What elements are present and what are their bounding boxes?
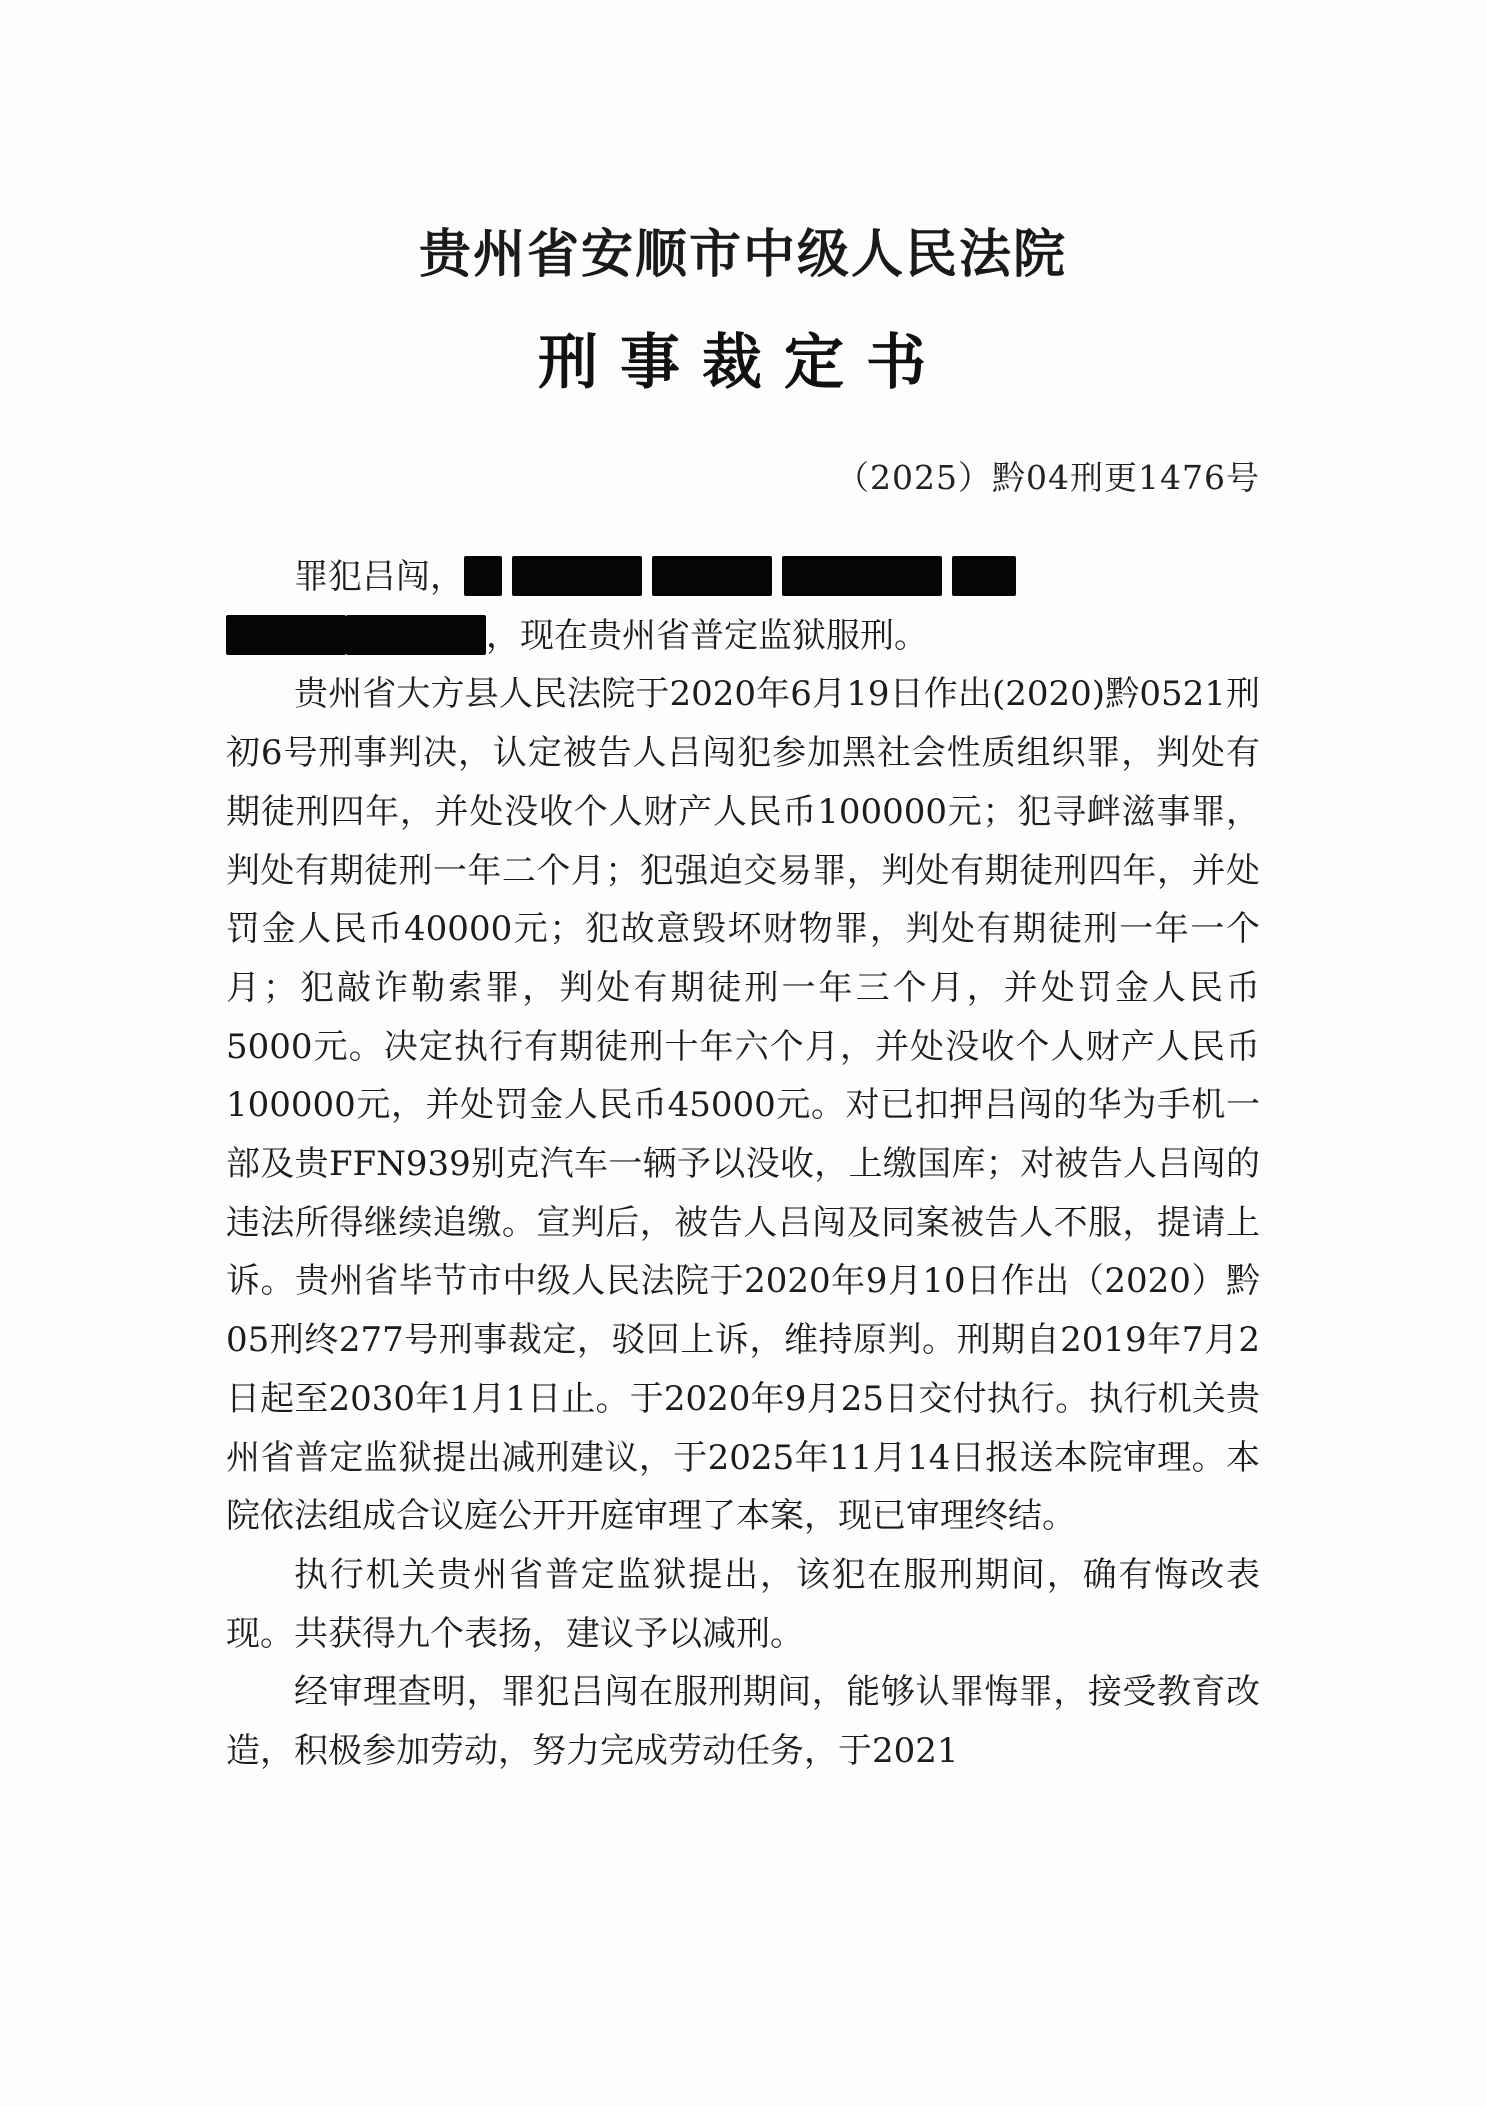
paragraph-prison-proposal: 执行机关贵州省普定监狱提出，该犯在服刑期间，确有悔改表现。共获得九个表扬，建议予以减刑。 — [226, 1554, 1260, 1654]
redaction-block — [464, 556, 502, 596]
document-title: 刑事裁定书 — [538, 328, 948, 398]
defendant-tail: ，现在贵州省普定监狱服刑。 — [486, 615, 928, 656]
case-number: （2025）黔04刑更1476号 — [836, 458, 1260, 497]
redaction-block — [952, 556, 1016, 596]
paragraph-defendant — [226, 548, 1260, 607]
paragraph-findings: 经审理查明，罪犯吕闯在服刑期间，能够认罪悔罪，接受教育改造，积极参加劳动，努力完成劳动任务，于2021 — [226, 1672, 1260, 1772]
defendant-lead: 罪犯吕闯， — [294, 557, 464, 597]
redaction-block — [512, 556, 642, 596]
court-name: 贵州省安顺市中级人民法院 — [418, 224, 1067, 285]
paragraph-defendant-cont — [226, 607, 1260, 666]
redaction-block — [652, 556, 772, 596]
redaction-block — [782, 556, 942, 596]
redaction-block — [226, 615, 346, 655]
document-body — [226, 548, 1260, 1781]
paragraph-case-history: 贵州省大方县人民法院于2020年6月19日作出(2020)黔0521刑初6号刑事判决，认定被告人吕闯犯参加黑社会性质组织罪，判处有期徒刑四年，并处没收个人财产人民币100000元；犯寻衅滋事罪，判处有期徒刑一年二个月；犯强迫交易罪，判处有期徒刑四年，并处罚金人民币40000元；犯故意毁坏财物罪，判处有期徒刑一年一个月；犯敲诈勒索罪，判处有期徒刑一年三个月，并处罚金人民币5000元。决定执行有期徒刑十年六个月，并处没收个人财产人民币100000元，并处罚金人民币45000元。对已扣押吕闯的华为手机一部及贵FFN939别克汽车一辆予以没收，上缴国库；对被告人吕闯的违法所得继续追缴。宣判后，被告人吕闯及同案被告人不服，提请上诉。贵州省毕节市中级人民法院于2020年9月10日作出（2020）黔05刑终277号刑事裁定，驳回上诉，维持原判。刑期自2019年7月2日起至2030年1月1日止。于2020年9月25日交付执行。执行机关贵州省普定监狱提出减刑建议，于2025年11月14日报送本院审理。本院依法组成合议庭公开开庭审理了本案，现已审理终结。 — [226, 674, 1260, 1537]
redaction-block — [346, 615, 486, 655]
